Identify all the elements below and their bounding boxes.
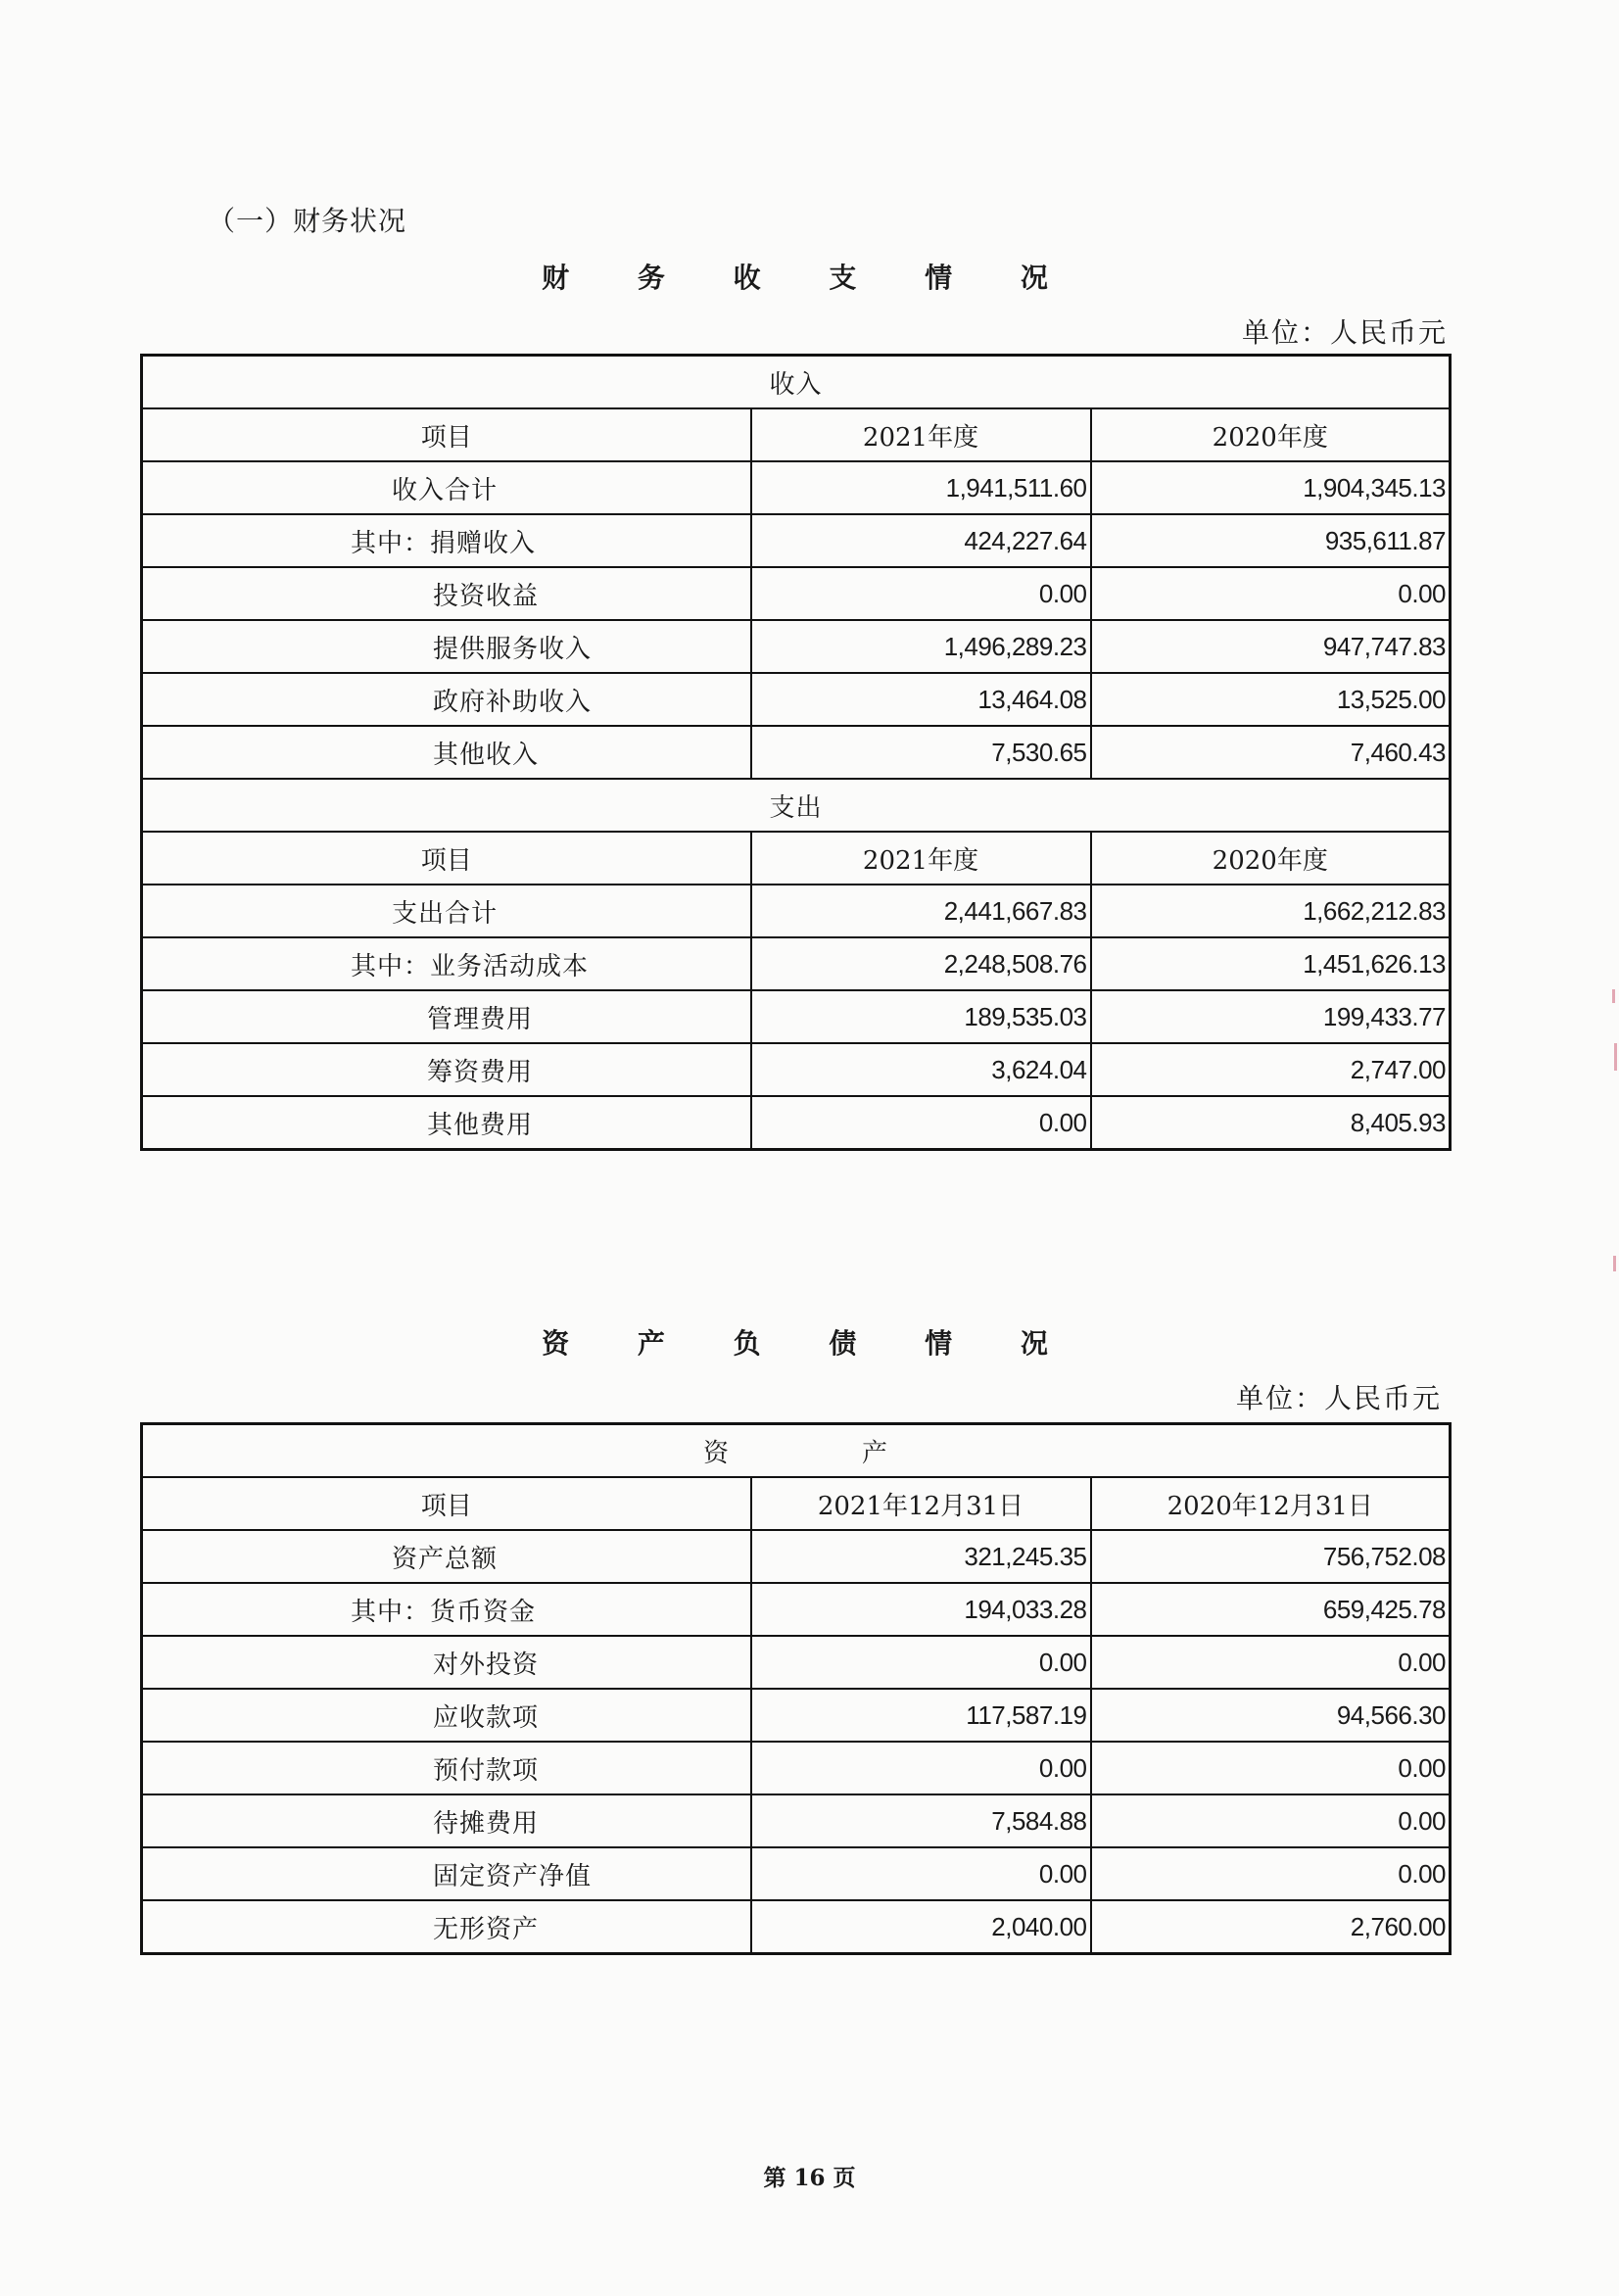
value-2020: 935,611.87 [1091, 514, 1451, 567]
assets-section-row [142, 1424, 1451, 1478]
value-2020: 0.00 [1091, 1847, 1451, 1900]
value-2020: 199,433.77 [1091, 990, 1451, 1043]
value-2021: 0.00 [751, 1742, 1091, 1794]
table-row [142, 514, 1451, 567]
row-label: 资产总额 [142, 1530, 751, 1583]
scan-artifact [1614, 1043, 1617, 1071]
value-2021: 194,033.28 [751, 1583, 1091, 1636]
section-heading: （一）财务状况 [208, 205, 407, 237]
table-row [142, 726, 1451, 779]
value-2021: 1,496,289.23 [751, 620, 1091, 673]
value-2020: 1,662,212.83 [1091, 885, 1451, 937]
value-2021: 7,584.88 [751, 1794, 1091, 1847]
header-2021: 2021年度 [751, 408, 1091, 461]
row-label: 其中：捐赠收入 [142, 514, 751, 567]
value-2020: 0.00 [1091, 1742, 1451, 1794]
value-2021: 321,245.35 [751, 1530, 1091, 1583]
value-2021: 2,040.00 [751, 1900, 1091, 1954]
row-label: 其他收入 [142, 726, 751, 779]
income-unit-label: 单位：人民币元 [1242, 316, 1449, 349]
value-2020: 0.00 [1091, 1794, 1451, 1847]
header-2021-date: 2021年12月31日 [751, 1477, 1091, 1530]
value-2020: 2,747.00 [1091, 1043, 1451, 1096]
table-row [142, 1900, 1451, 1954]
table-row [142, 885, 1451, 937]
row-label: 筹资费用 [142, 1043, 751, 1096]
value-2021: 0.00 [751, 567, 1091, 620]
value-2020: 94,566.30 [1091, 1689, 1451, 1742]
value-2021: 117,587.19 [751, 1689, 1091, 1742]
table-header-row [142, 408, 1451, 461]
value-2020: 756,752.08 [1091, 1530, 1451, 1583]
row-label: 应收款项 [142, 1689, 751, 1742]
balance-sheet-title: 资 产 负 债 情 况 [542, 1327, 1077, 1360]
row-label: 其他费用 [142, 1096, 751, 1150]
header-2021: 2021年度 [751, 832, 1091, 885]
row-label: 固定资产净值 [142, 1847, 751, 1900]
value-2020: 0.00 [1091, 567, 1451, 620]
value-2021: 0.00 [751, 1096, 1091, 1150]
value-2020: 947,747.83 [1091, 620, 1451, 673]
value-2021: 2,441,667.83 [751, 885, 1091, 937]
value-2021: 13,464.08 [751, 673, 1091, 726]
value-2021: 3,624.04 [751, 1043, 1091, 1096]
row-label: 管理费用 [142, 990, 751, 1043]
row-label: 收入合计 [142, 461, 751, 514]
table-header-row [142, 1477, 1451, 1530]
row-label: 其中：业务活动成本 [142, 937, 751, 990]
header-item: 项目 [142, 832, 751, 885]
value-2021: 424,227.64 [751, 514, 1091, 567]
value-2020: 8,405.93 [1091, 1096, 1451, 1150]
value-2021: 1,941,511.60 [751, 461, 1091, 514]
assets-section-label: 资 产 [142, 1424, 1451, 1478]
scan-artifact [1612, 989, 1615, 1003]
income-table-title: 财 务 收 支 情 况 [542, 262, 1077, 294]
header-2020-date: 2020年12月31日 [1091, 1477, 1451, 1530]
table-row [142, 937, 1451, 990]
value-2020: 1,451,626.13 [1091, 937, 1451, 990]
row-label: 提供服务收入 [142, 620, 751, 673]
row-label: 支出合计 [142, 885, 751, 937]
value-2020: 13,525.00 [1091, 673, 1451, 726]
value-2020: 659,425.78 [1091, 1583, 1451, 1636]
table-row [142, 1043, 1451, 1096]
row-label: 预付款项 [142, 1742, 751, 1794]
revenue-section-label: 收入 [142, 356, 1451, 409]
value-2021: 0.00 [751, 1847, 1091, 1900]
table-row [142, 1096, 1451, 1150]
table-header-row [142, 832, 1451, 885]
table-row [142, 1794, 1451, 1847]
value-2020: 2,760.00 [1091, 1900, 1451, 1954]
row-label: 投资收益 [142, 567, 751, 620]
page-number: 第 16 页 [763, 2165, 856, 2191]
row-label: 待摊费用 [142, 1794, 751, 1847]
value-2021: 2,248,508.76 [751, 937, 1091, 990]
row-label: 对外投资 [142, 1636, 751, 1689]
balance-unit-label: 单位：人民币元 [1236, 1382, 1443, 1414]
header-item: 项目 [142, 1477, 751, 1530]
value-2020: 0.00 [1091, 1636, 1451, 1689]
table-row [142, 1530, 1451, 1583]
header-2020: 2020年度 [1091, 832, 1451, 885]
table-row [142, 1742, 1451, 1794]
expense-section-row [142, 779, 1451, 832]
header-2020: 2020年度 [1091, 408, 1451, 461]
value-2021: 189,535.03 [751, 990, 1091, 1043]
balance-sheet-table [140, 1422, 1452, 1955]
row-label: 政府补助收入 [142, 673, 751, 726]
value-2021: 0.00 [751, 1636, 1091, 1689]
income-expense-table [140, 354, 1452, 1151]
header-item: 项目 [142, 408, 751, 461]
table-row [142, 567, 1451, 620]
revenue-section-row [142, 356, 1451, 409]
row-label: 无形资产 [142, 1900, 751, 1954]
value-2021: 7,530.65 [751, 726, 1091, 779]
value-2020: 1,904,345.13 [1091, 461, 1451, 514]
table-row [142, 1583, 1451, 1636]
scan-artifact [1613, 1256, 1616, 1271]
table-row [142, 673, 1451, 726]
row-label: 其中：货币资金 [142, 1583, 751, 1636]
value-2020: 7,460.43 [1091, 726, 1451, 779]
table-row [142, 461, 1451, 514]
expense-section-label: 支出 [142, 779, 1451, 832]
table-row [142, 1636, 1451, 1689]
table-row [142, 1689, 1451, 1742]
table-row [142, 1847, 1451, 1900]
table-row [142, 990, 1451, 1043]
table-row [142, 620, 1451, 673]
